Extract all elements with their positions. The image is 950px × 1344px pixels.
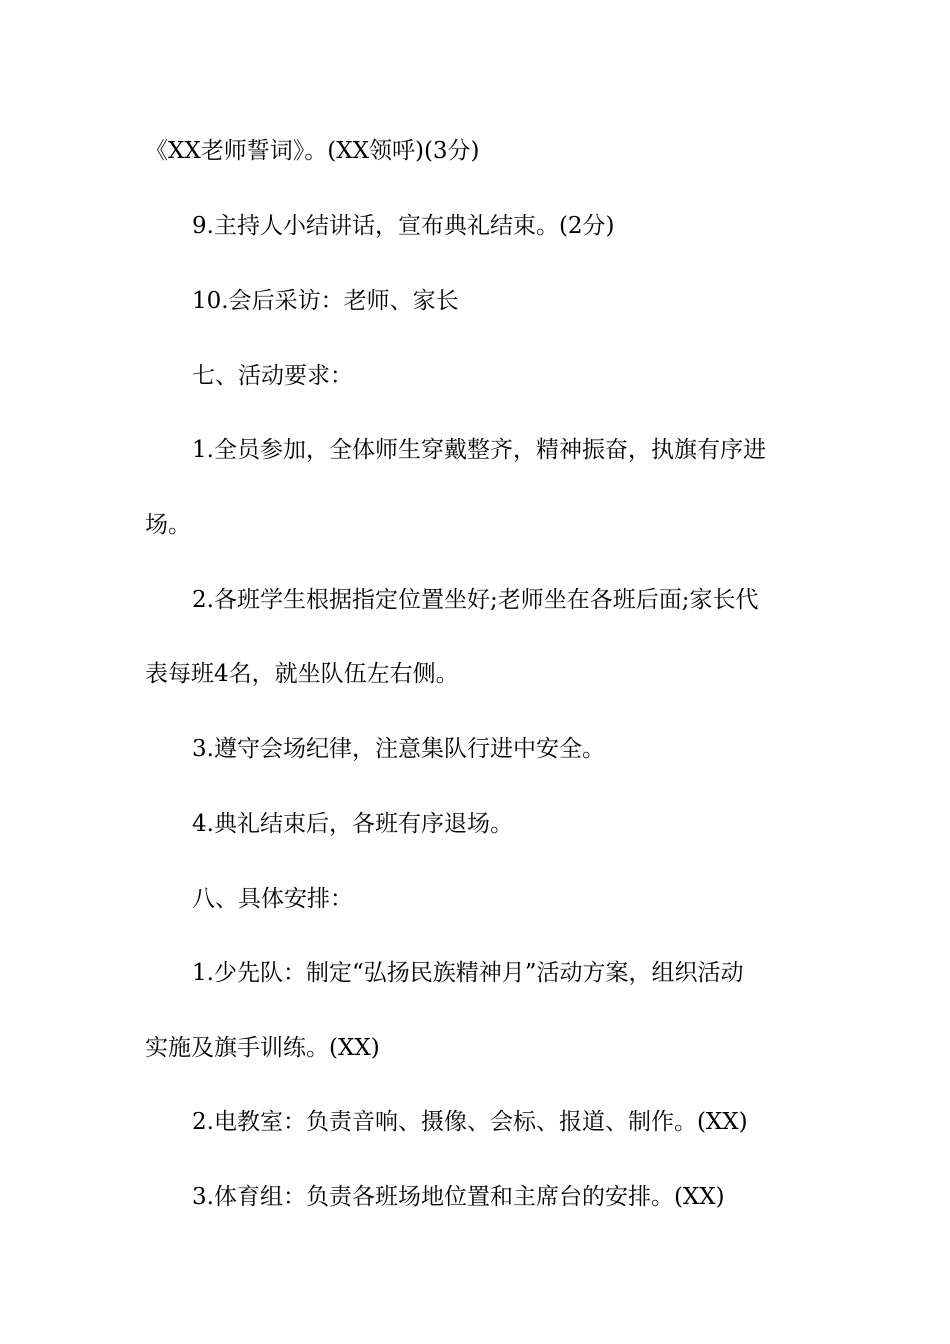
text-line-item-10: 10.会后采访：老师、家长 [192, 288, 459, 314]
text-line-requirement-1: 1.全员参加，全体师生穿戴整齐，精神振奋，执旗有序进 [192, 437, 766, 463]
text-line-requirement-2-cont: 表每班4名，就坐队伍左右侧。 [145, 661, 459, 687]
text-line-arrangement-1-cont: 实施及旗手训练。(XX) [145, 1035, 380, 1061]
text-line-arrangement-3: 3.体育组：负责各班场地位置和主席台的安排。(XX) [192, 1184, 725, 1210]
text-line-arrangement-2: 2.电教室：负责音响、摄像、会标、报道、制作。(XX) [192, 1109, 748, 1135]
text-line-arrangement-1: 1.少先队：制定“弘扬民族精神月”活动方案，组织活动 [192, 960, 744, 986]
text-line-item-9: 9.主持人小结讲话，宣布典礼结束。(2分) [192, 213, 615, 239]
section-heading-arrangements: 八、具体安排： [192, 886, 353, 912]
text-line-requirement-4: 4.典礼结束后，各班有序退场。 [192, 811, 513, 837]
text-line-oath: 《XX老师誓词》。(XX领呼)(3分) [145, 138, 480, 164]
section-heading-requirements: 七、活动要求： [192, 363, 353, 389]
text-line-requirement-3: 3.遵守会场纪律，注意集队行进中安全。 [192, 736, 605, 762]
text-line-requirement-2: 2.各班学生根据指定位置坐好;老师坐在各班后面;家长代 [192, 587, 759, 613]
text-line-requirement-1-cont: 场。 [145, 512, 191, 538]
